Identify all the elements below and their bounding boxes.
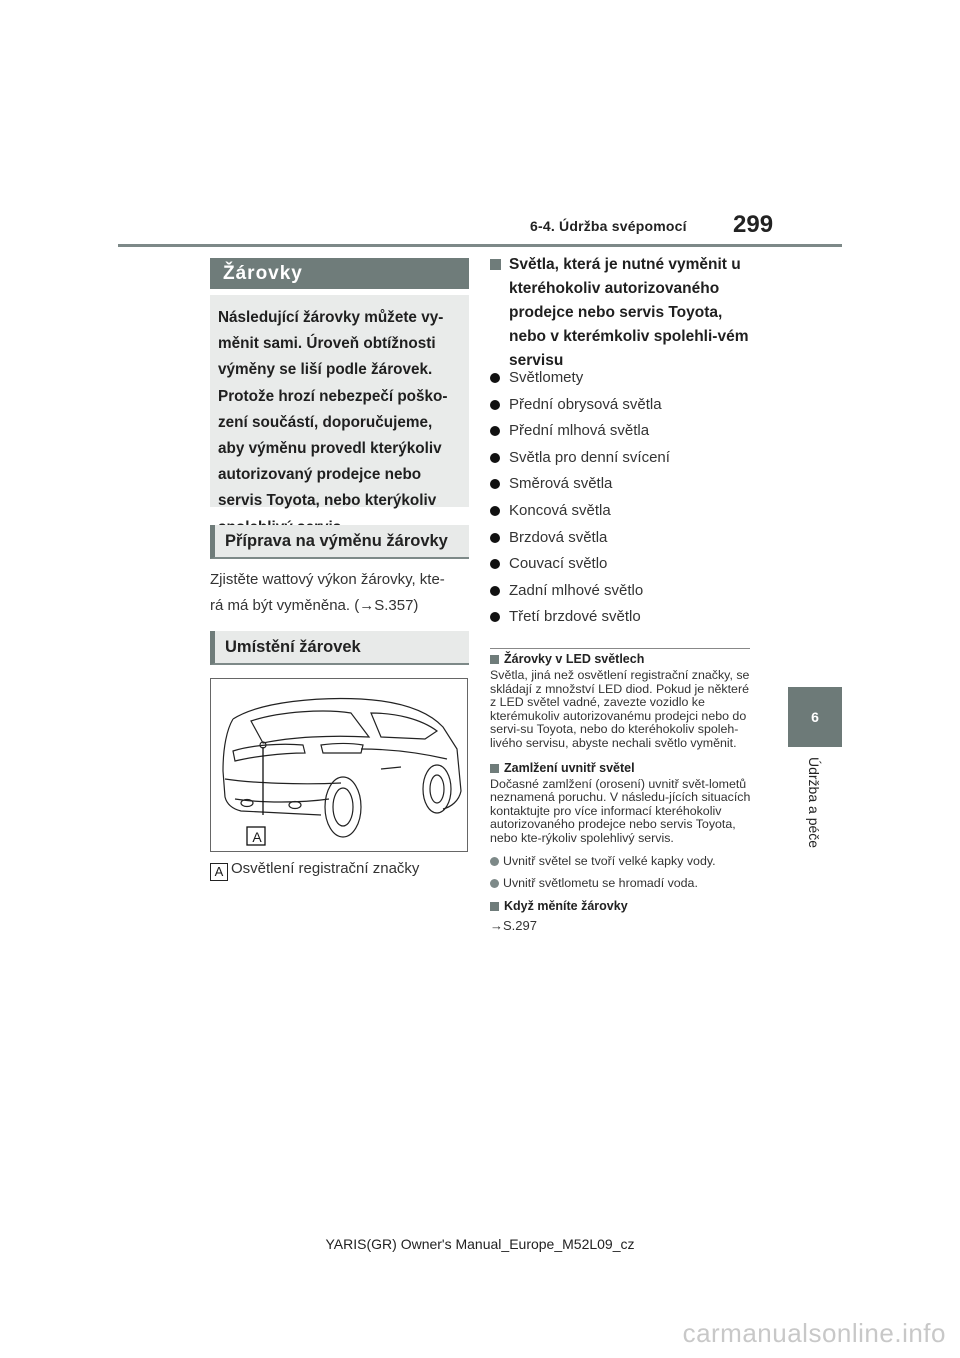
- car-rear-drawing: [211, 679, 467, 851]
- bulb-change-heading: Když měníte žárovky: [490, 899, 752, 913]
- list-item: Koncová světla: [490, 498, 755, 525]
- prep-heading: Příprava na výměnu žárovky: [210, 525, 469, 559]
- list-item: Zadní mlhové světlo: [490, 578, 755, 605]
- list-item: Couvací světlo: [490, 551, 755, 578]
- led-note-body: Světla, jiná než osvětlení registrační značky, se skládají z množství LED diod. Pokud je některé z LED světel vadné, zavezte vozidlo ke kterémukoliv autorizovanému prodejci nebo do servi-su Toyota, nebo do kteréhokoliv spoleh-livého servisu, abyste nechali světlo vyměnit.: [490, 668, 750, 750]
- fog-bullet-2: Uvnitř světlometu se hromadí voda.: [490, 876, 752, 890]
- list-item: Třetí brzdové světlo: [490, 604, 755, 631]
- header-divider: [118, 244, 842, 247]
- chapter-tab: [788, 687, 842, 747]
- manual-footer: YARIS(GR) Owner's Manual_Europe_M52L09_cz: [325, 1236, 635, 1252]
- section-reference: 6-4. Údržba svépomocí: [530, 218, 687, 234]
- dealer-lights-heading-text: Světla, která je nutné vyměnit u kteréhokoliv autorizovaného prodejce nebo servis Toyota, nebo v kterémkoliv spolehli-vém servisu: [509, 256, 749, 369]
- fog-note-body: Dočasné zamlžení (orosení) uvnitř svět-lometů neznamená poruchu. V následu-jících situacích kontaktujte pro více informací kteréhokoliv autorizovaného prodejce nebo servis Toyota, nebo kte-rýkoliv spolehlivý servis.: [490, 776, 751, 845]
- page-number: 299: [733, 211, 774, 238]
- chapter-label: [800, 757, 830, 907]
- site-watermark: carmanualsonline.info: [682, 1318, 946, 1348]
- list-item: Přední obrysová světla: [490, 392, 755, 419]
- dealer-lights-list: [490, 365, 755, 631]
- chapter-label-text: Údržba a péče: [806, 757, 822, 849]
- chapter-number: 6: [811, 709, 819, 725]
- prep-text: [210, 567, 472, 619]
- fog-note-heading: Zamlžení uvnitř světel: [490, 761, 752, 775]
- list-item: Světlomety: [490, 365, 755, 392]
- list-item: Přední mlhová světla: [490, 418, 755, 445]
- notes-section: [490, 652, 752, 932]
- location-heading: Umístění žárovek: [210, 631, 469, 665]
- dealer-lights-heading: [490, 253, 752, 373]
- list-item: Brzdová světla: [490, 525, 755, 552]
- bulb-change-reference: →S.297: [490, 917, 537, 933]
- list-item: Světla pro denní svícení: [490, 445, 755, 472]
- list-item: Směrová světla: [490, 471, 755, 498]
- notes-divider: [490, 648, 750, 649]
- figure-callout-a: A: [252, 829, 262, 845]
- fog-bullet-1: Uvnitř světel se tvoří velké kapky vody.: [490, 854, 752, 868]
- intro-box: [210, 295, 469, 510]
- caption-key-a: A: [210, 863, 228, 881]
- prep-text-line-1: Zjistěte wattový výkon žárovky, kte-: [210, 571, 445, 588]
- prep-text-line-2: rá má být vyměněna. (→S.357): [210, 597, 419, 614]
- caption-text: Osvětlení registrační značky: [231, 860, 420, 877]
- heading-square-marker: [490, 259, 501, 270]
- car-illustration: [210, 678, 468, 852]
- intro-text: Následující žárovky můžete vy-měnit sami. Úroveň obtížnosti výměny se liší podle žárovek. Protože hrozí nebezpečí poško-zení součástí, doporučujeme, aby výměnu provedl kterýkoliv autorizovaný prodejce nebo servis Toyota, nebo kterýkoliv: [218, 309, 448, 510]
- led-note-heading: Žárovky v LED světlech: [490, 652, 752, 666]
- section-title: Žárovky: [210, 258, 469, 289]
